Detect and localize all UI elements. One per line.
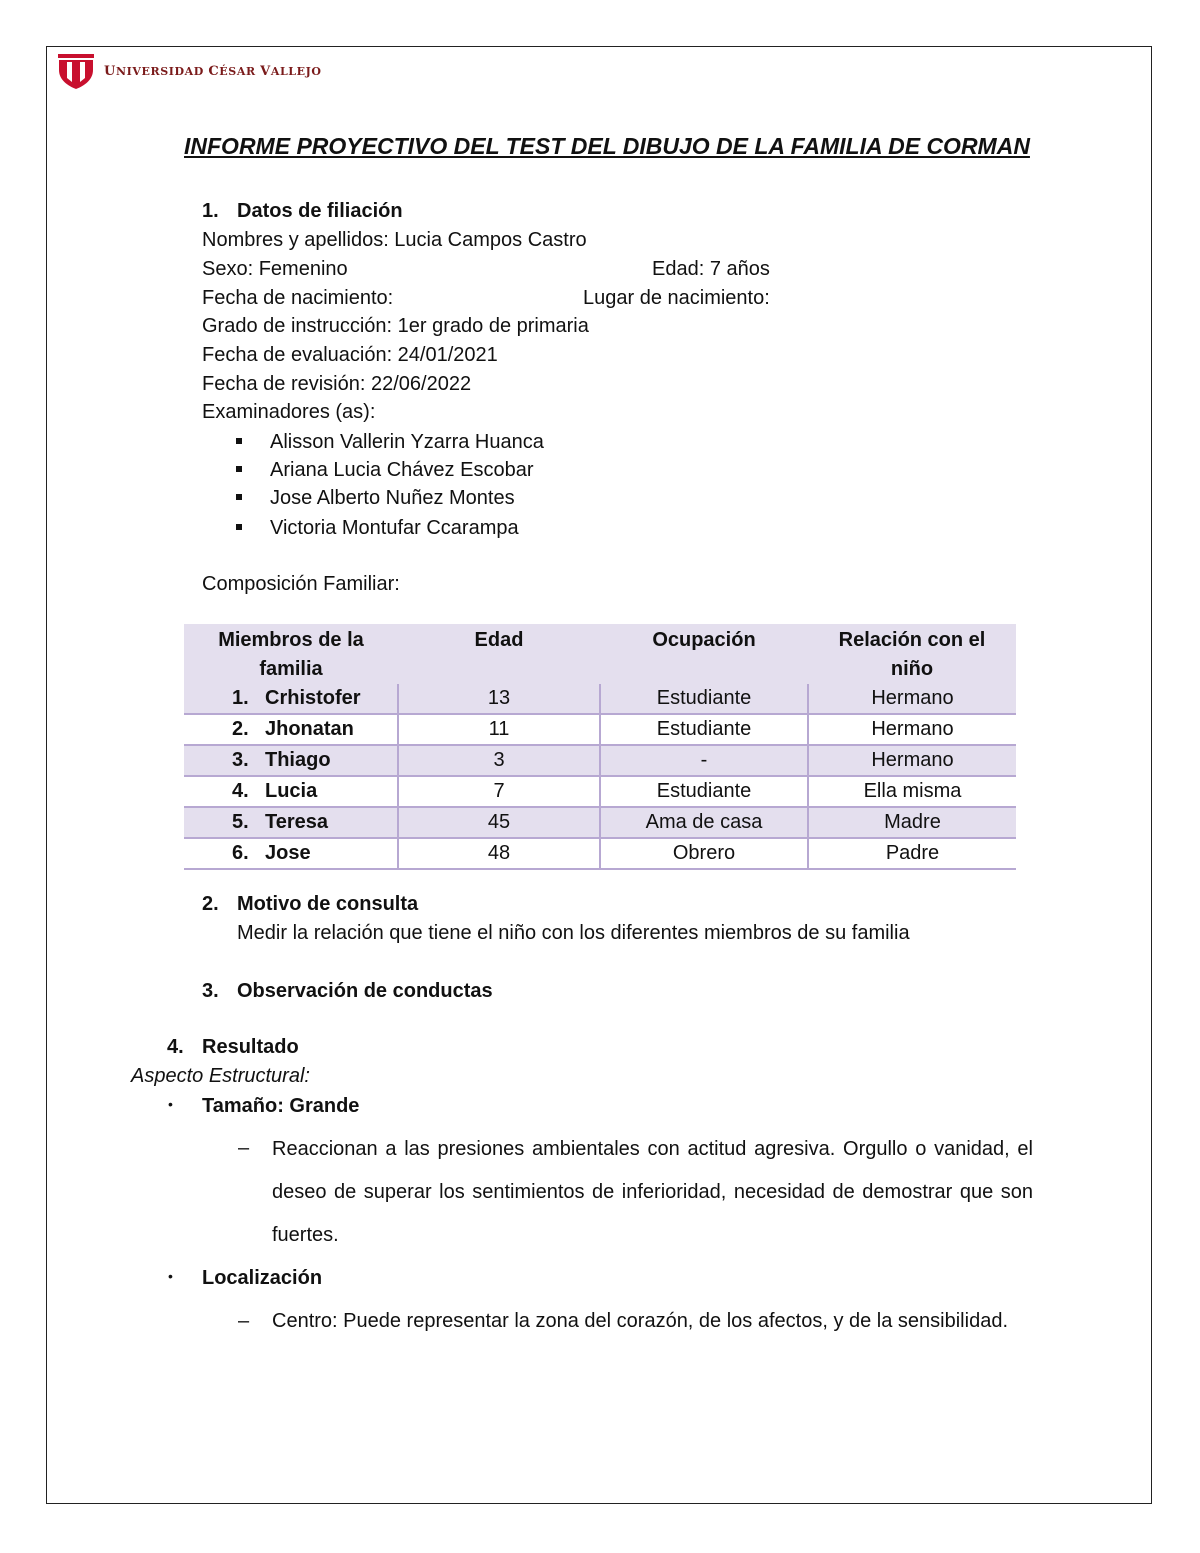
header-edad: Edad <box>398 624 600 684</box>
composicion-label: Composición Familiar: <box>202 573 400 595</box>
member-age: 11 <box>398 714 600 745</box>
tamano-text: Reaccionan a las presiones ambientales con actitud agresiva. Orgullo o vanidad, el deseo de superar los sentimientos de inferioridad, necesidad de demostrar que son fuertes. <box>272 1138 1033 1246</box>
member-occupation: Ama de casa <box>600 807 808 838</box>
examinadores-label: Examinadores (as): <box>202 401 376 423</box>
member-name: 6. Jose <box>184 838 398 869</box>
member-age: 13 <box>398 684 600 714</box>
header-miembros: Miembros de la familia <box>184 624 398 684</box>
square-bullet-icon <box>236 466 242 472</box>
member-relation: Hermano <box>808 714 1016 745</box>
tamano-label: Tamaño: Grande <box>202 1095 360 1117</box>
examinador-item: Jose Alberto Nuñez Montes <box>270 487 515 509</box>
bullet-icon: • <box>168 1096 173 1112</box>
member-name: 2. Jhonatan <box>184 714 398 745</box>
table-row <box>184 838 1016 869</box>
fecha-nacimiento-line: Fecha de nacimiento: <box>202 287 394 309</box>
table-row <box>184 684 1016 714</box>
section1-heading: 1. Datos de filiación <box>202 200 403 222</box>
member-age: 48 <box>398 838 600 869</box>
table-row <box>184 776 1016 807</box>
fecha-evaluacion-line: Fecha de evaluación: 24/01/2021 <box>202 344 498 366</box>
member-age: 7 <box>398 776 600 807</box>
document-title: INFORME PROYECTIVO DEL TEST DEL DIBUJO DE LA FAMILIA DE CORMAN <box>184 133 1030 159</box>
member-occupation: Estudiante <box>600 684 808 714</box>
university-name: UNIVERSIDAD CÉSAR VALLEJO <box>104 63 322 79</box>
localizacion-text: Centro: Puede representar la zona del corazón, de los afectos, y de la sensibilidad. <box>272 1310 1008 1332</box>
member-occupation: Estudiante <box>600 714 808 745</box>
member-occupation: Estudiante <box>600 776 808 807</box>
header-relacion: Relación con el niño <box>808 624 1016 684</box>
square-bullet-icon <box>236 494 242 500</box>
grado-line: Grado de instrucción: 1er grado de primaria <box>202 315 589 337</box>
member-relation: Hermano <box>808 684 1016 714</box>
lugar-nacimiento-line: Lugar de nacimiento: <box>583 287 770 309</box>
header-ocupacion: Ocupación <box>600 624 808 684</box>
member-age: 45 <box>398 807 600 838</box>
examinador-item: Alisson Vallerin Yzarra Huanca <box>270 431 544 453</box>
university-shield-icon <box>56 52 96 90</box>
table-row <box>184 714 1016 745</box>
edad-line: Edad: 7 años <box>652 258 770 280</box>
aspecto-estructural-label: Aspecto Estructural: <box>131 1065 310 1087</box>
table-header-row <box>184 624 1016 684</box>
member-name: 5. Teresa <box>184 807 398 838</box>
member-relation: Madre <box>808 807 1016 838</box>
member-relation: Ella misma <box>808 776 1016 807</box>
localizacion-label: Localización <box>202 1267 323 1289</box>
square-bullet-icon <box>236 524 242 530</box>
family-composition-table <box>184 624 1016 870</box>
member-relation: Hermano <box>808 745 1016 776</box>
member-occupation: Obrero <box>600 838 808 869</box>
member-relation: Padre <box>808 838 1016 869</box>
sexo-line: Sexo: Femenino <box>202 258 348 280</box>
section3-heading: 3. Observación de conductas <box>202 980 493 1002</box>
bullet-icon: • <box>168 1268 173 1284</box>
square-bullet-icon <box>236 438 242 444</box>
section4-heading: 4. Resultado <box>167 1036 299 1058</box>
section2-heading: 2. Motivo de consulta <box>202 893 419 915</box>
dash-icon: – <box>238 1310 250 1332</box>
dash-icon: – <box>238 1137 250 1159</box>
fecha-revision-line: Fecha de revisión: 22/06/2022 <box>202 373 472 395</box>
member-name: 3. Thiago <box>184 745 398 776</box>
member-occupation: - <box>600 745 808 776</box>
examinador-item: Victoria Montufar Ccarampa <box>270 517 519 539</box>
table-row <box>184 745 1016 776</box>
university-logo <box>56 52 322 90</box>
examinador-item: Ariana Lucia Chávez Escobar <box>270 459 534 481</box>
member-name: 4. Lucia <box>184 776 398 807</box>
member-name: 1. Crhistofer <box>184 684 398 714</box>
member-age: 3 <box>398 745 600 776</box>
motivo-text: Medir la relación que tiene el niño con los diferentes miembros de su familia <box>237 922 910 944</box>
nombres-line: Nombres y apellidos: Lucia Campos Castro <box>202 229 587 251</box>
table-row <box>184 807 1016 838</box>
